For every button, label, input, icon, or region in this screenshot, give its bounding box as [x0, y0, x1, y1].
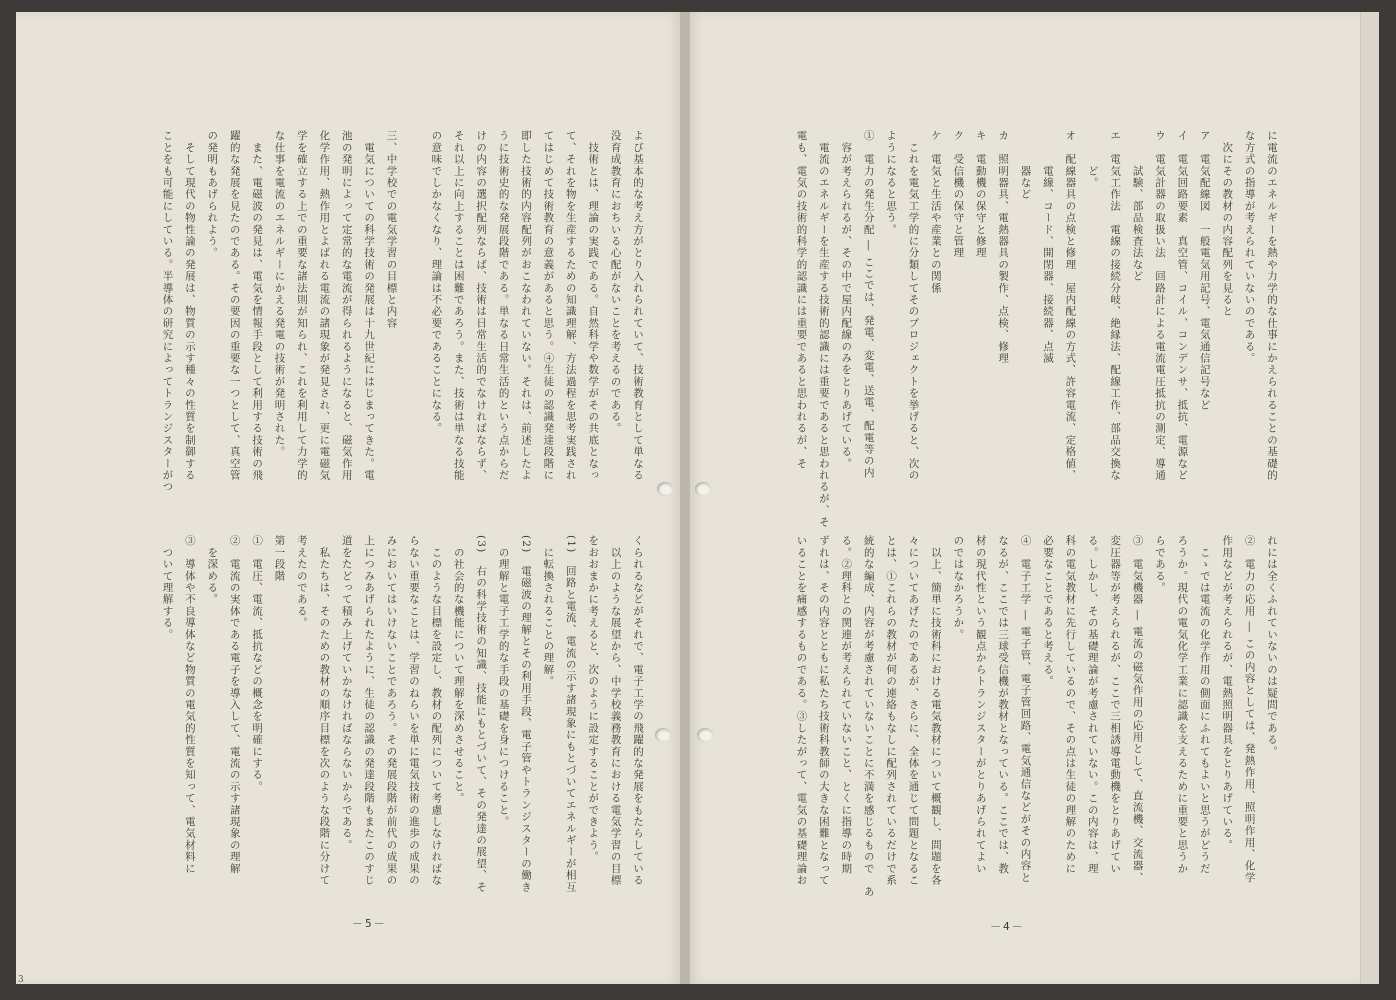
text-line: 変圧器等が考えられるが、ここで三相誘導電動機をとりあげてい	[1109, 535, 1122, 875]
text-line: の発明もあげられよう。	[206, 130, 219, 259]
text-line: れには全くふれていないのは疑問である。	[1266, 535, 1278, 758]
left-page-number: －5－	[352, 917, 387, 930]
text-line: に転換されることの理解。	[542, 535, 555, 688]
text-line: カ 照明器具、電熱器具の製作、点検、修理	[997, 130, 1010, 364]
text-line: ④ 電子工学 ― 電子管、電子管回路、電気通信などがその内容と	[1019, 535, 1032, 884]
text-line: 科の電気教材に先行しているので、その点は生徒の理解のために	[1064, 535, 1077, 875]
text-line: ① 電力の発生分配 ― ここでは、発電、変電、送電、配電等の内	[862, 130, 875, 479]
binding-hole	[695, 482, 711, 496]
text-line: (1) 回路と電流、電流の示す諸現象にもとづいてエネルギーが相互	[564, 535, 577, 893]
text-line: 試験、部品検査法など	[1131, 130, 1144, 283]
text-line: な方式の指導が考えられていないのである。	[1243, 130, 1256, 364]
text-line: の理解と電子工学的な手段の基礎を身につけること。	[497, 535, 510, 828]
text-line: 電気についての科学技術の発展は十九世紀にはじまってきた。電	[363, 130, 376, 481]
left-page-upper-text	[104, 130, 649, 530]
text-line: 必要なことであると考える。	[1041, 535, 1054, 688]
text-line: て、それを物を生産するための知識理解、方法過程を思考実践され	[564, 130, 577, 481]
text-line: イ 電気回路要素 真空管、コイル、コンデンサ、抵抗、電源など	[1176, 130, 1189, 481]
text-line: 々についてあげたのであるが、さらに、全体を通じて問題となるこ	[907, 535, 920, 886]
text-line: いることを痛感するものである。③したがって、電気の基礎理論お	[795, 535, 808, 886]
text-line: くられるなどがそれで、電子工学の飛躍的な発展をもたらしている	[632, 535, 644, 886]
text-line: うに技術史的な発展段階である。単なる日常生活的という点からだ	[497, 130, 510, 481]
text-line: 第一段階	[273, 535, 286, 582]
text-line: (2) 電磁波の理解とその利用手段、電子管やトランジスターの働き	[519, 535, 532, 893]
text-line: このような目標を設定し、教材の配列について考慮しなければな	[430, 535, 443, 886]
text-line: 考えたのである。	[295, 535, 308, 629]
text-line: そして現代の物性論の発展は、物質の示す種々の性質を制御する	[183, 130, 196, 481]
text-line: こゝでは電流の化学作用の側面にふれてもよいと思うがどうだ	[1198, 535, 1211, 875]
text-line: 技術とは、理論の実践である。自然科学や数学がその共底となっ	[587, 130, 600, 481]
text-line: ② 電流の実体である電子を導入して、電流の示す諸現象の理解	[228, 535, 241, 875]
text-line: 道をたどって積み上げていかなければならないからである。	[340, 535, 353, 851]
text-line: ろうか。現代の電気化学工業に認識を支えるために重要と思うか	[1176, 535, 1189, 875]
text-line: 容が考えられるが、その中で屋内配線のみをとりあげている。	[840, 130, 853, 470]
text-line: の意味でしかなくなり、理論は不必要であることになる。	[430, 130, 443, 435]
text-line: ついて理解する。	[161, 535, 174, 641]
text-line: ウ 電気計器の取扱い法 回路計による電流電圧抵抗の測定、導通	[1153, 130, 1166, 481]
text-line: に電流のエネルギーを熱や力学的な仕事にかえられることの基礎的	[1266, 130, 1278, 481]
text-line: る。しかし、その基礎理論が考慮されていない。この内容は、理	[1086, 535, 1099, 875]
binding-hole	[657, 482, 673, 496]
text-line: 上につみあげられたように、生徒の認識の発達段階もまたこのすじ	[363, 535, 376, 886]
text-line: (3) 右の科学技術の知識、技能にもとづいて、その発達の展望、そ	[475, 535, 488, 893]
text-line: なるが、ここでは三球受信機が教材となっている。ここでは、教	[997, 535, 1010, 875]
right-page-upper-text	[748, 130, 1283, 530]
corner-mark: 3	[18, 975, 24, 985]
text-line: ずれは、その内容とともに私たち技術科教師の大きな困難となって	[817, 535, 830, 886]
text-line: 学を確立する上での重要な諸法則が知られ、これを利用して力学的	[295, 130, 308, 481]
text-line: 化学作用、熱作用とよばれる電流の諸現象が発見され、更に電磁気	[318, 130, 331, 481]
text-line: ② 電力の応用 ― この内容としては、発熱作用、照明作用、化学	[1243, 535, 1256, 884]
text-line: けの内容の選択配列ならば、技術は日常生活的でなければならず、	[475, 130, 488, 481]
text-line: らない重要なことは、学習のねらいを単に電気技術の進歩の成果の	[407, 535, 420, 886]
text-line: 電線、コード、開閉器、接続器、点滅	[1041, 130, 1054, 364]
text-line	[403, 130, 425, 530]
binding-hole	[655, 728, 671, 742]
text-line: みにおいてはいけないことであろう。その発展段階が前代の成果の	[385, 535, 398, 886]
text-line: 躍的な発展を見たのである。その要因の重要な一つとして、真空管	[228, 130, 241, 481]
text-line: 次にその教材の内容配列を見ると	[1221, 130, 1234, 318]
next-page-edge	[1360, 12, 1379, 984]
text-line: これを電気工学的に分類してそのプロジェクトを挙げると、次の	[907, 130, 920, 481]
text-line: ア 電気配線図 一般電気用記号、電気通信記号など	[1198, 130, 1211, 411]
text-line: る。②理科との関連が考えられていないこと、とくに指導の時期	[840, 535, 853, 875]
text-line: 以上、簡単に技術科における電気教材について概観し、問題を各	[929, 535, 942, 886]
text-line: のではなかろうか。	[952, 535, 965, 641]
text-line: ようになると思う。	[885, 130, 898, 236]
text-line: オ 配線器具の点検と修理 屋内配線の方式、許容電流、定格値、	[1064, 130, 1077, 481]
text-line: ど。	[1086, 130, 1099, 189]
text-line: ③ 電気機器 ― 電流の磁気作用の応用として、直流機、交流器、	[1131, 535, 1144, 884]
text-line: エ 電気工作法 電線の接続分岐、絶縁法、配線工作、部品交換な	[1109, 130, 1122, 481]
book-spine	[680, 12, 690, 984]
text-line: ケ 電気と生活や産業との関係	[929, 130, 942, 294]
text-line: ③ 導体や不良導体など物質の電気的性質を知って、電気材料に	[183, 535, 196, 875]
text-line: な仕事を電流のエネルギーにかえる発電の技術が発明された。	[273, 130, 286, 458]
text-line: 池の発明によって定常的な電流が得られるようになると、磁気作用	[340, 130, 353, 481]
text-line: 電も、電気の技術的科学的認識には重要であると思われるが、そ	[795, 130, 808, 470]
text-line: キ 電動機の保守と修理	[974, 130, 987, 259]
text-line: よび基本的な考え方がとり入れられていて、技術教育として単なる	[632, 130, 644, 481]
text-line: てはじめて技術教育の意義があると思う。④生徒の認識発達段階に	[542, 130, 555, 481]
left-page-lower-text	[104, 535, 649, 910]
text-line: 三、中学校での電気学習の目標と内容	[385, 130, 398, 329]
text-line: また、電磁波の発見は、電気を情報手段として利用する技術の飛	[251, 130, 264, 481]
text-line: を深める。	[206, 535, 219, 606]
text-line: 電流のエネルギーを生産する技術的認識には重要であると思われるが、そ	[817, 130, 830, 528]
text-line: 統的な編成、内容が考慮されていないことに不満を感じるもので あ	[862, 535, 875, 898]
text-line: ① 電圧、電流、抵抗などの概念を明確にする。	[251, 535, 264, 793]
text-line: 即した技術的内容配列がおこなわれていない。それは、前述したよ	[519, 130, 532, 481]
binding-hole	[697, 728, 713, 742]
text-line: とは、①これらの教材が何の連絡もなしに配列されているだけで系	[885, 535, 898, 886]
text-line: 私たちは、そのための教材の順序目標を次のような段階に分けて	[318, 535, 331, 886]
text-line: ク 受信機の保守と管理	[952, 130, 965, 259]
text-line: をおおまかに考えると、次のように設定することができよう。	[587, 535, 600, 863]
text-line: 作用などが考えられるが、電熱照明器具をとりあげている。	[1221, 535, 1234, 851]
text-line: の社会的な機能について理解を深めさせること。	[452, 535, 465, 805]
right-page-lower-text	[748, 535, 1283, 910]
text-line: 以上のような展望から、中学校義務教育における電気学習の目標	[609, 535, 622, 886]
right-page-number: －4－	[990, 920, 1025, 933]
text-line: それ以上に向上することは困難であろう。また、技術は単なる技能	[452, 130, 465, 481]
text-line: らである。	[1153, 535, 1166, 594]
text-line: ことをも可能にしている。半導体の研究によってトランジスターがつ	[161, 130, 174, 493]
text-line: 器など	[1019, 130, 1032, 201]
text-line: 材の現代性という観点からトランジスターがとりあげられてよい	[974, 535, 987, 875]
text-line: 没育成教育におちいる心配がないことを考えるのである。	[609, 130, 622, 435]
